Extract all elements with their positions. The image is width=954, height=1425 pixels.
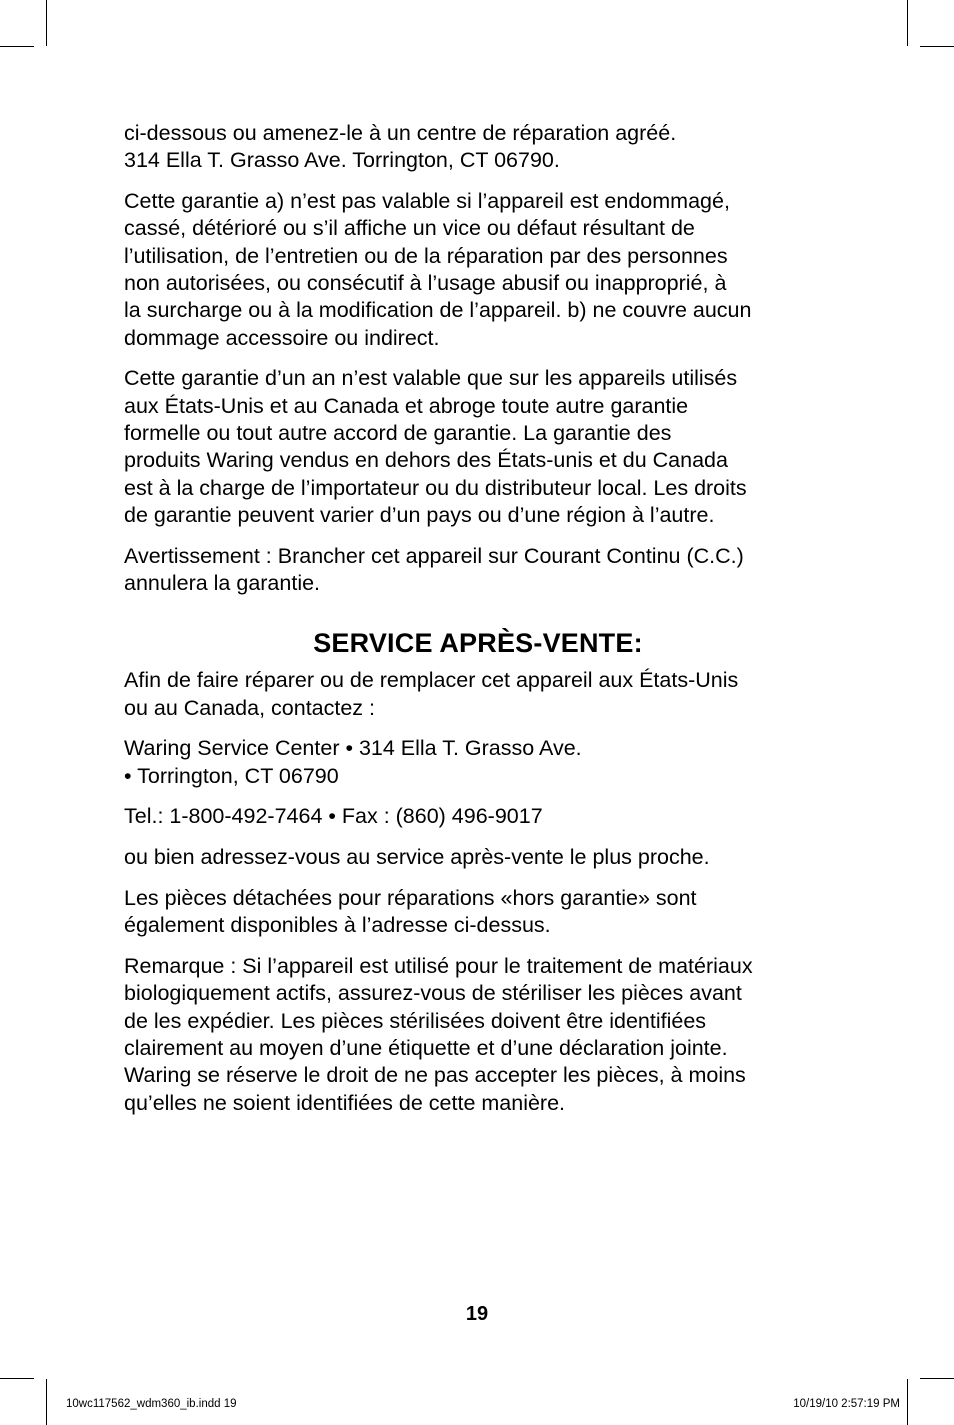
crop-mark-bottom-left xyxy=(46,1379,47,1425)
crop-mark-top-right xyxy=(907,0,908,46)
crop-mark-top-left xyxy=(0,46,34,47)
page-content xyxy=(124,120,832,1130)
paragraph-service-address: Waring Service Center • 314 Ella T. Grasso Ave. • Torrington, CT 06790 xyxy=(124,736,582,788)
paragraph-biological-note: Remarque : Si l’appareil est utilisé pour le traitement de matériaux biologiquement actifs, assurez-vous de stériliser les pièces avant de les expédier. Les pièces stérilisées doivent être identifiées clairement au moyen d’une étiquette et d’une déclaration jointe. Waring se réserve le droit de ne pas accepter les pièces, à moins qu’elles ne soient identifiées de cette manière. xyxy=(124,954,753,1115)
paragraph-service-phone: Tel.: 1-800-492-7464 • Fax : (860) 496-9017 xyxy=(124,804,543,829)
paragraph-warranty-exclusions: Cette garantie a) n’est pas valable si l’appareil est endommagé, cassé, détérioré ou s’il affiche un vice ou défaut résultant de l’utilisation, de l’entretien ou de la réparation par des personnes non autorisées, ou consécutif à l’usage abusif ou inapproprié, à la surcharge ou à la modification de l’appareil. b) ne couvre aucun dommage accessoire ou indirect. xyxy=(124,189,752,350)
crop-mark-top-right xyxy=(920,46,954,47)
paragraph-repair-address: ci-dessous ou amenez-le à un centre de réparation agréé. 314 Ella T. Grasso Ave. Torrington, CT 06790. xyxy=(124,121,677,173)
paragraph-warning-dc: Avertissement : Brancher cet appareil sur Courant Continu (C.C.) annulera la garantie. xyxy=(124,543,744,595)
paragraph-spare-parts: Les pièces détachées pour réparations «hors garantie» sont également disponibles à l’adresse ci-dessus. xyxy=(124,886,697,938)
section-heading-service: SERVICE APRÈS-VENTE: xyxy=(313,628,643,659)
crop-mark-top-left xyxy=(46,0,47,46)
paragraph-warranty-scope: Cette garantie d’un an n’est valable que sur les appareils utilisés aux États-Unis et au Canada et abroge toute autre garantie formelle ou tout autre accord de garantie. La garantie des produits Waring vendus en dehors des États-unis et du Canada est à la charge de l’importateur ou du distributeur local. Les droits de garantie peuvent varier d’un pays ou d’une région à l’autre. xyxy=(124,366,747,527)
crop-mark-bottom-left xyxy=(0,1378,34,1379)
file-slug: 10wc117562_wdm360_ib.indd 19 xyxy=(66,1398,237,1410)
paragraph-service-nearest: ou bien adressez-vous au service après-vente le plus proche. xyxy=(124,845,710,870)
page-number: 19 xyxy=(465,1303,489,1325)
paragraph-service-contact: Afin de faire réparer ou de remplacer cet appareil aux États-Unis ou au Canada, contactez : xyxy=(124,668,739,720)
crop-mark-bottom-right xyxy=(907,1379,908,1425)
date-slug: 10/19/10 2:57:19 PM xyxy=(793,1398,900,1410)
crop-mark-bottom-right xyxy=(920,1378,954,1379)
